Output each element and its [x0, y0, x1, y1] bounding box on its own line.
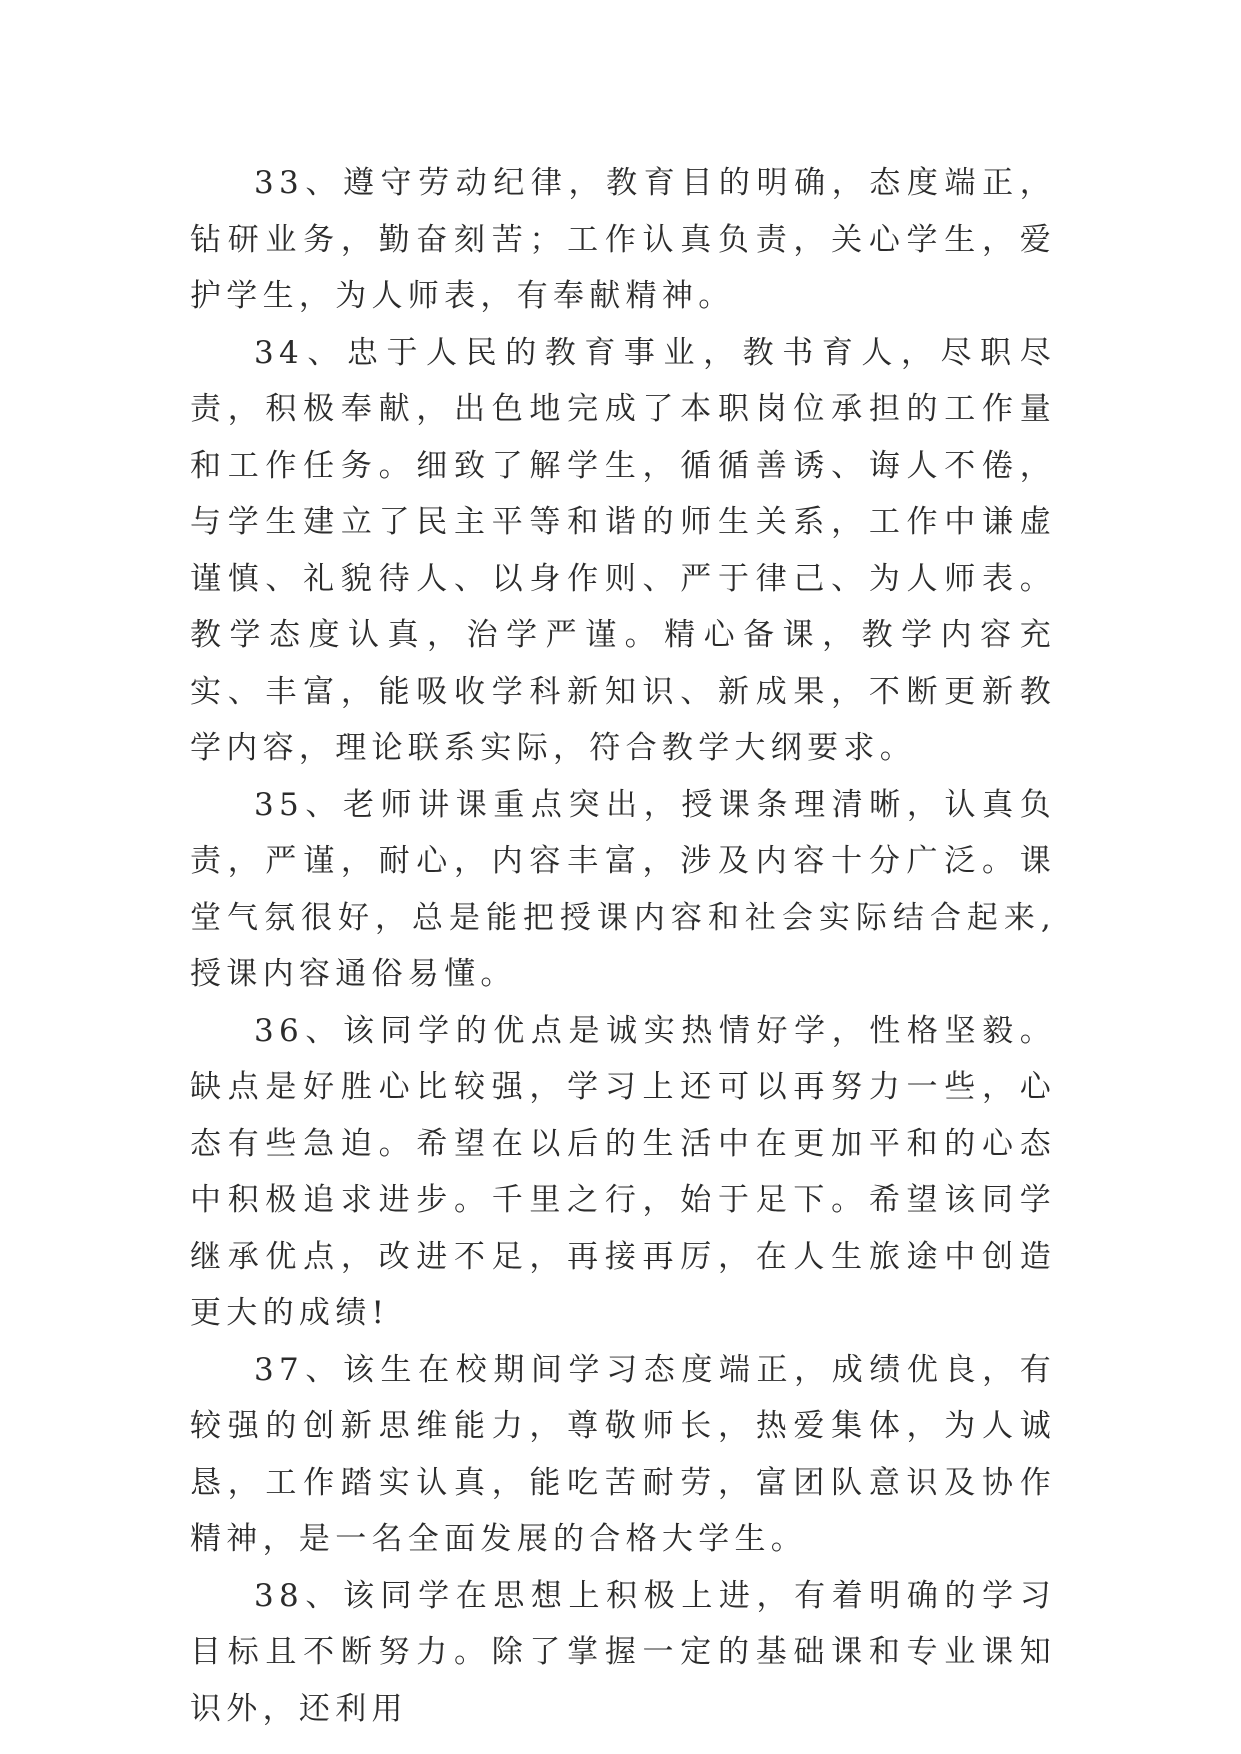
paragraph-38: 38、该同学在思想上积极上进，有着明确的学习目标且不断努力。除了掌握一定的基础课和专业课知识外，还利用 — [190, 1577, 1056, 1727]
paragraph-36: 36、该同学的优点是诚实热情好学，性格坚毅。缺点是好胜心比较强，学习上还可以再努力一些，心态有些急迫。希望在以后的生活中在更加平和的心态中积极追求进步。千里之行，始于足下。希望该同学继承优点，改进不足，再接再厉，在人生旅途中创造更大的成绩! — [190, 1012, 1056, 1331]
paragraph-33: 33、遵守劳动纪律，教育目的明确，态度端正，钻研业务，勤奋刻苦；工作认真负责，关心学生，爱护学生，为人师表，有奉献精神。 — [190, 165, 1056, 314]
document-page — [190, 155, 1056, 1737]
paragraph-37: 37、该生在校期间学习态度端正，成绩优良，有较强的创新思维能力，尊敬师长，热爱集体，为人诚恳，工作踏实认真，能吃苦耐劳，富团队意识及协作精神，是一名全面发展的合格大学生。 — [190, 1351, 1056, 1557]
paragraph-35: 35、老师讲课重点突出，授课条理清晰，认真负责，严谨，耐心，内容丰富，涉及内容十分广泛。课堂气氛很好，总是能把授课内容和社会实际结合起来,授课内容通俗易懂。 — [190, 786, 1056, 992]
paragraph-34: 34、忠于人民的教育事业，教书育人，尽职尽责，积极奉献，出色地完成了本职岗位承担的工作量和工作任务。细致了解学生，循循善诱、诲人不倦，与学生建立了民主平等和谐的师生关系，工作中谦虚谨慎、礼貌待人、以身作则、严于律己、为人师表。教学态度认真，治学严谨。精心备课，教学内容充实、丰富，能吸收学科新知识、新成果，不断更新教学内容，理论联系实际，符合教学大纲要求。 — [190, 334, 1056, 766]
